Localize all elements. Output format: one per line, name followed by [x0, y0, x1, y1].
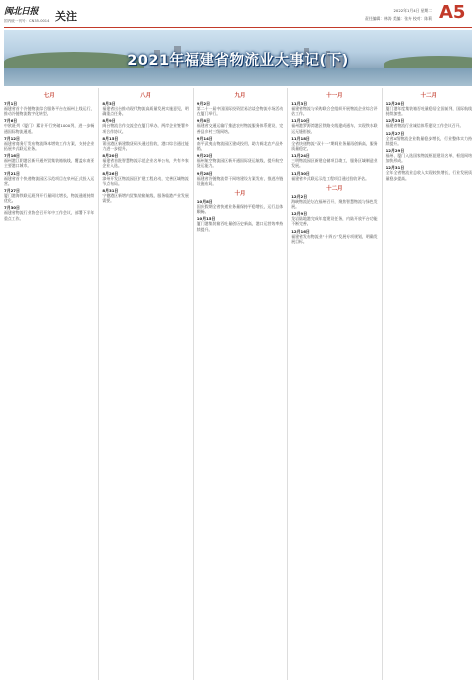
- event-entry: [197, 118, 283, 133]
- event-date: 12月27日: [385, 130, 405, 136]
- event-date: 11月3日: [291, 101, 308, 106]
- event-date: 12月31日: [385, 165, 405, 171]
- event-entry: [197, 101, 283, 116]
- event-text: 福建省首批智慧物流示范企业名单公布，共有多家企业入选。: [102, 158, 189, 169]
- masthead-sub: 国内统一刊号：CN35-0014: [4, 19, 50, 23]
- event-text: 福州、厦门入选国家物流枢纽建设名单，枢纽网络加快形成。: [385, 153, 472, 164]
- article-columns: [4, 88, 472, 680]
- event-entry: [4, 171, 94, 186]
- event-date: 11月18日: [291, 135, 310, 141]
- section-title: 关注: [55, 10, 77, 23]
- event-entry: [291, 171, 377, 181]
- event-text: 福建省冷链物流骨干网络建设方案发布，推进冷链设施布局。: [196, 175, 284, 186]
- event-date: 11月10日: [291, 118, 310, 124]
- month-heading: 七月: [43, 93, 55, 99]
- header-info: [312, 8, 432, 22]
- event-text: 福建省首个快递物流园区示范项目在泉州正式投入运营。: [4, 175, 95, 186]
- event-entry: [197, 216, 283, 231]
- event-entry: [386, 131, 472, 146]
- event-text: 福建省多式联运示范工程项目通过验收评估。: [291, 175, 369, 181]
- event-date: 12月2日: [291, 193, 308, 199]
- editor-line: 责任编辑：林涛 美编：张卉 校对：陈莉: [365, 16, 432, 21]
- event-entry: [102, 118, 188, 133]
- event-entry: [291, 229, 377, 244]
- event-date: 7月30日: [4, 205, 20, 211]
- event-date: 9月22日: [196, 153, 213, 159]
- event-text: 三明物流园区新建仓储项目竣工，服务区域制造业发展。: [291, 158, 378, 169]
- masthead-name: 闽北日报: [4, 7, 39, 17]
- event-date: 8月9日: [102, 118, 116, 124]
- text-column: [287, 88, 377, 680]
- event-entry: [4, 101, 94, 116]
- event-text: 福建省首个冷链物流综合服务平台在福州上线运行，推动冷链物流数字化转型。: [4, 106, 95, 117]
- event-entry: [291, 101, 377, 116]
- event-text: 漳州开发区物流园区扩建工程启动，完善区域物流节点布局。: [102, 175, 189, 186]
- event-text: 福建省交通运输厅推进农村物流服务体系建设，完善县乡村三级网络。: [196, 123, 284, 134]
- event-date: 7月6日: [4, 118, 18, 124]
- event-text: 厦门港集装箱吞吐量创历史新高，港口运营效率持续提升。: [196, 221, 284, 232]
- event-text: 福建省商务厅发布物流降本增效工作方案，支持企业拓展多式联运业务。: [4, 140, 95, 152]
- event-date: 12月23日: [385, 118, 405, 124]
- event-entry: [102, 136, 188, 151]
- event-text: 福州港罗源湾港区铁路支线建成通车，实现铁水联运无缝衔接。: [291, 123, 378, 134]
- event-text: 全年全省物流业总收入实现较快增长，行业发展质量稳步提高。: [385, 170, 472, 181]
- event-entry: [197, 136, 283, 151]
- event-entry: [386, 165, 472, 180]
- event-text: 福州港江阴港区新开通外贸集装箱航线，覆盖东南亚主要港口城市。: [4, 158, 95, 169]
- text-column: [382, 88, 472, 680]
- event-entry: [4, 136, 94, 151]
- event-entry: [197, 171, 283, 186]
- event-entry: [291, 153, 377, 168]
- month-heading: 九月: [234, 93, 246, 99]
- month-heading: 十二月: [326, 185, 343, 192]
- event-text: 福州航空物流园区新开通国际货运航线，提升航空货运能力。: [196, 158, 284, 169]
- event-text: 中欧班列（厦门）累计开行突破1000列，进一步畅通国际物流通道。: [4, 123, 95, 134]
- event-date: 7月1日: [4, 101, 18, 106]
- event-text: 厦门港年度集装箱吞吐量稳居全国前列，国际航线持续加密。: [385, 106, 472, 117]
- event-entry: [291, 118, 377, 133]
- event-entry: [102, 171, 188, 186]
- event-entry: [102, 188, 188, 203]
- event-text: 国庆假期全省快递业务量保持平稳增长，运行总体顺畅。: [196, 204, 284, 215]
- month-heading: 八月: [140, 93, 152, 99]
- event-text: 海峡物流论坛在福州召开，聚焦智慧物流与绿色发展。: [291, 198, 378, 210]
- event-date: 12月9日: [291, 211, 308, 217]
- event-text: 福建省物流与采购联合会组织开展物流企业综合评估工作。: [291, 106, 378, 117]
- event-date: 9月14日: [196, 135, 213, 141]
- event-entry: [291, 136, 377, 151]
- event-entry: [291, 194, 377, 209]
- event-date: 7月27日: [4, 188, 20, 194]
- event-entry: [386, 148, 472, 163]
- event-date: 11月24日: [291, 153, 310, 159]
- text-column: [193, 88, 283, 680]
- event-date: 12月29日: [385, 148, 405, 154]
- event-text: 全省快递物流“双十一”期间业务量再创新高，服务质量稳定。: [291, 140, 378, 152]
- month-heading: 十一月: [326, 93, 343, 99]
- event-text: 莆田港区新建散货码头通过验收，港口综合通过能力进一步提升。: [102, 140, 189, 152]
- event-entry: [4, 188, 94, 203]
- river-water: [4, 68, 472, 86]
- event-entry: [197, 199, 283, 214]
- event-date: 9月28日: [196, 170, 213, 176]
- event-text: 福建省发布物流业“十四五”发展专项规划，明确发展目标。: [291, 233, 378, 244]
- event-date: 10月8日: [196, 199, 213, 205]
- event-entry: [4, 153, 94, 168]
- event-text: 龙岩陆地港完成年度建设任务，内陆开放平台功能不断完善。: [291, 216, 378, 227]
- event-date: 9月2日: [196, 101, 210, 106]
- event-text: 南平武夷山物流园区建成投用，助力闽北农产品外销。: [196, 140, 284, 152]
- event-date: 7月16日: [4, 153, 20, 159]
- event-text: 福建省出台推动现代物流高质量发展实施意见，明确重点任务。: [102, 106, 189, 117]
- event-text: 福建省物流行业诚信体系建设工作会议召开。: [385, 123, 464, 129]
- event-text: 宁德港区新增内贸集装箱航线，服务临港产业发展需要。: [102, 193, 189, 204]
- event-entry: [386, 118, 472, 128]
- event-entry: [386, 101, 472, 116]
- event-entry: [4, 205, 94, 220]
- month-heading: 十二月: [420, 93, 438, 99]
- text-column: [4, 88, 94, 680]
- event-entry: [102, 101, 188, 116]
- event-date: 8月20日: [102, 153, 119, 159]
- event-date: 7月12日: [4, 135, 20, 141]
- event-date: 12月16日: [291, 228, 310, 234]
- event-entry: [102, 153, 188, 168]
- event-date: 8月26日: [102, 170, 119, 176]
- event-date: 8月15日: [102, 135, 119, 141]
- masthead: [4, 4, 52, 26]
- event-date: 9月8日: [196, 118, 210, 124]
- header-divider: [4, 27, 472, 28]
- event-date: 8月31日: [102, 188, 119, 194]
- event-date: 7月21日: [4, 170, 20, 176]
- event-text: 第二十一届中国国际投资贸易洽谈会物流专场活动在厦门举行。: [196, 106, 284, 117]
- event-date: 12月20日: [385, 101, 405, 106]
- event-text: 厦门港海铁联运班列开行量同比增长，物流通道持续优化。: [4, 193, 95, 204]
- event-date: 11月30日: [291, 170, 310, 176]
- event-text: 全省A级物流企业数量稳步增长，行业整体实力持续提升。: [385, 135, 472, 146]
- headline: 2021年福建省物流业大事记(下): [127, 53, 349, 69]
- event-entry: [197, 153, 283, 168]
- text-column: [98, 88, 188, 680]
- event-text: 福建省物流行业协会召开年中工作会议，部署下半年重点工作。: [4, 210, 95, 221]
- event-entry: [291, 211, 377, 226]
- event-date: 8月3日: [102, 101, 116, 106]
- month-heading: 十月: [234, 191, 246, 198]
- event-date: 10月15日: [196, 216, 216, 222]
- event-entry: [4, 118, 94, 133]
- page-number: A5: [439, 2, 466, 23]
- event-text: 闽台物流合作交流会在厦门举办，两岸企业签署多项合作协议。: [102, 123, 189, 134]
- issue-date: 2022年1月4日 星期二: [393, 8, 432, 13]
